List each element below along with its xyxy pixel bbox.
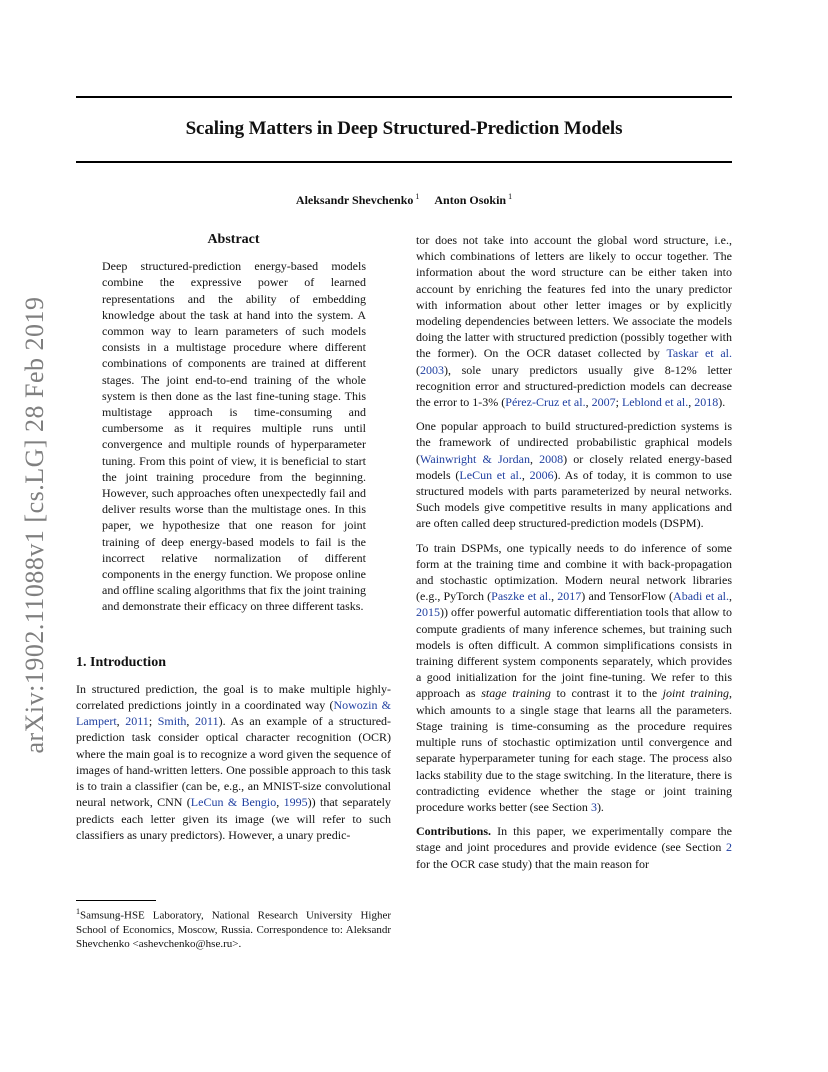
citation-link[interactable]: LeCun & Bengio	[190, 795, 277, 810]
citation-link[interactable]: Smith	[157, 714, 187, 729]
section-ref-link[interactable]: 2	[726, 840, 732, 855]
citation-year-link[interactable]: 2007	[591, 395, 616, 410]
affiliation-mark: 1	[415, 192, 420, 201]
author-2	[434, 193, 512, 207]
abstract-text: Deep structured-prediction energy-based models combine the expressive power of learned representations and the ability of embedding knowledge about the task at hand into the system. A common way to learn parameters of such models consists in a multistage procedure where different combinations of components are trained at different stages. The joint end-to-end training of the whole system is then done as the last fine-tuning stage. This multistage approach is time-consuming and cumbersome as it requires multiple runs until convergence and multiple rounds of hyperparameter tuning. From this point of view, it is beneficial to start the joint training procedure from the beginning. However, such approaches often unexpectedly fail and deliver results worse than the multistage ones. In this paper, we hypothesize that one reason for joint training of deep energy-based models to fail is the incorrect relative normalization of different components in the energy function. We propose online and offline scaling algorithms that fix the joint training and demonstrate their efficacy on three different tasks.	[102, 259, 366, 614]
intro-heading: 1. Introduction	[76, 654, 166, 670]
citation-year-link[interactable]: 2003	[420, 362, 444, 377]
intro-paragraph-1: In structured prediction, the goal is to make multiple highly-correlated predictions jointly in a coordinated way (Nowozin & Lampert, 2011; Smith, 2011). As an example of a structured-prediction task consider optical character recognition (OCR) where the main goal is to recognize a word given the sequence of images of hand-written letters. One possible approach to this task is to train a classifier (can be, e.g., an MNIST-size convolutional neural network, CNN (LeCun & Bengio, 1995)) that separately predicts each letter given its image (we will refer to such classifiers as unary predictors). However, a unary predic-	[76, 681, 392, 842]
author-1	[296, 193, 419, 207]
arxiv-stamp-text: arXiv:1902.11088v1 [cs.LG] 28 Feb 2019	[20, 296, 49, 754]
citation-year-link[interactable]: 1995	[283, 795, 308, 810]
citation-link[interactable]: Pérez-Cruz et al.	[505, 395, 586, 410]
term-stage-training: stage training	[481, 686, 551, 701]
footnote-rule	[76, 900, 156, 901]
citation-link[interactable]: Abadi et al.	[673, 589, 729, 604]
footnote	[76, 900, 391, 951]
section-ref-link[interactable]: 3	[590, 799, 597, 814]
citation-link[interactable]: Leblond et al.	[621, 395, 689, 410]
citation-link[interactable]: Nowozin & Lampert	[76, 698, 391, 729]
citation-year-link[interactable]: 2015	[416, 605, 440, 620]
citation-link[interactable]: LeCun et al.	[459, 467, 522, 482]
citation-year-link[interactable]: 2017	[557, 589, 582, 604]
abstract-heading: Abstract	[207, 232, 260, 247]
right-paragraph-4: Contributions. In this paper, we experimentally compare the stage and joint procedures and provide evidence (see Section 2 for the OCR case study) that the main reason for	[416, 824, 732, 871]
citation-year-link[interactable]: 2008	[539, 451, 564, 466]
footnote-text: Samsung-HSE Laboratory, National Research University Higher School of Economics, Moscow, Russia. Correspondence to: Aleksandr Shevchenko <ashevchenko@hse.ru>.	[76, 909, 391, 950]
affiliation-mark: 1	[508, 192, 513, 201]
right-column	[416, 232, 732, 880]
author-name: Aleksandr Shevchenko	[295, 193, 414, 207]
footnote-mark: 1	[76, 907, 80, 916]
term-joint-training: joint training	[662, 686, 729, 701]
title-rule-top	[76, 96, 732, 98]
citation-link[interactable]: Taskar et al.	[666, 346, 732, 361]
right-paragraph-3: To train DSPMs, one typically needs to do inference of some form at the training time and combine it with back-propagation and stochastic optimization. Modern neural network libraries (e.g., PyTorch (Paszke et al., 2017) and TensorFlow (Abadi et al., 2015)) offer powerful automatic differentiation tools that allow to compute gradients of many inference schemes, but training such models is often difficult. A common simplifications consists in training different system components separately, which provides a good initialization for the joint fine-tuning. We refer to this approach as stage training to contrast it to the joint training, which amounts to a single stage that learns all the parameters. Stage training is time-consuming as the procedure requires multiple runs of stochastic optimization until convergence and separate hyperparameter tuning for each stage. The process also lacks stability due to the stage switching. In the literature, there is contradicting evidence whether the stage or joint training procedure works better (see Section 3).	[416, 540, 732, 814]
author-name: Anton Osokin	[434, 193, 507, 207]
citation-year-link[interactable]: 2006	[529, 467, 554, 482]
citation-year-link[interactable]: 2018	[694, 395, 719, 410]
contributions-lead: Contributions.	[416, 824, 492, 839]
arxiv-stamp	[20, 290, 50, 760]
citation-link[interactable]: Paszke et al.	[491, 589, 552, 604]
right-paragraph-1: tor does not take into account the global word structure, i.e., which combinations of letters are likely to occur together. The information about the word structure can be either taken into account by enriching the features fed into the unary predictor with information about other letter images or by explicitly modeling dependencies between letters. We associate the models doing the latter with structured prediction (possibly together with the former). On the OCR dataset collected by Taskar et al. (2003), sole unary predictors usually give 8-12% letter recognition error and structured-prediction models can decrease the error to 1-3% (Pérez-Cruz et al., 2007; Leblond et al., 2018).	[416, 233, 732, 410]
citation-year-link[interactable]: 2011	[195, 714, 219, 729]
right-paragraph-2: One popular approach to build structured-prediction systems is the framework of undirected probabilistic graphical models (Wainwright & Jordan, 2008) or closely related energy-based models (LeCun et al., 2006). As of today, it is common to use structured models with parts parameterized by neural networks. Such models give competitive results in many applications and are often called deep structured-prediction models (DSPM).	[416, 419, 733, 531]
paper-title: Scaling Matters in Deep Structured-Prediction Models	[185, 118, 623, 139]
citation-link[interactable]: Wainwright & Jordan	[420, 451, 530, 466]
citation-year-link[interactable]: 2011	[125, 714, 149, 729]
left-column	[76, 232, 391, 851]
author-list	[76, 192, 732, 208]
title-rule-bottom	[76, 161, 732, 163]
